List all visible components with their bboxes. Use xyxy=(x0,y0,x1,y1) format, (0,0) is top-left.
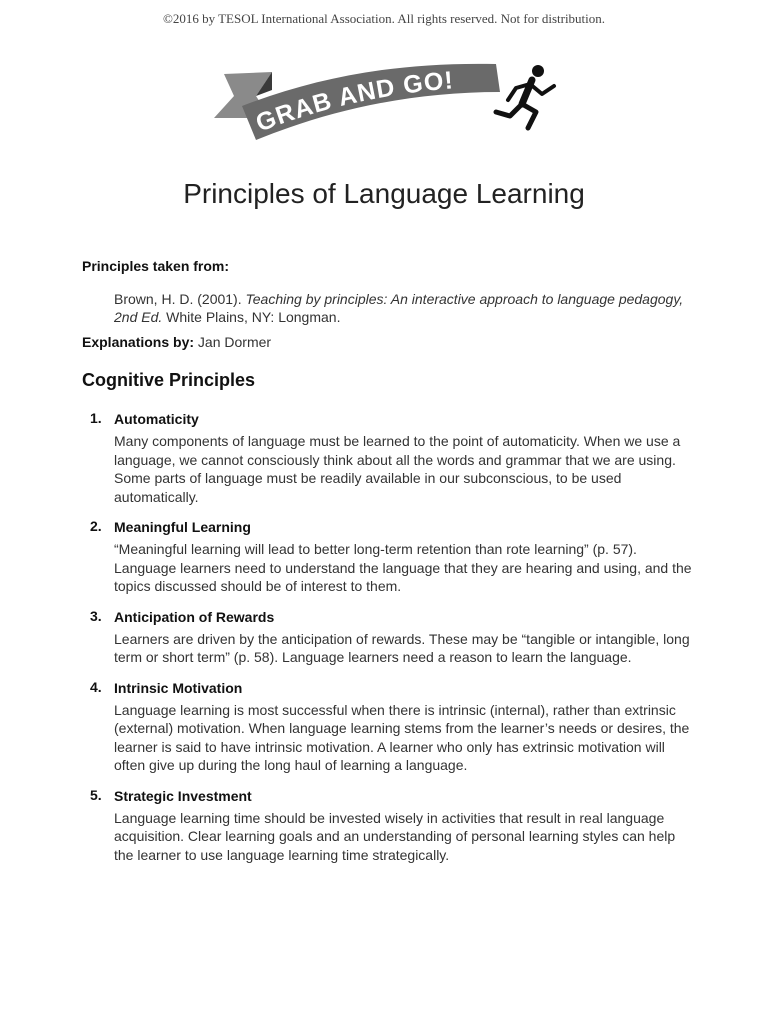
principle-title: Anticipation of Rewards xyxy=(114,608,275,625)
page-title: Principles of Language Learning xyxy=(183,178,585,209)
logo-text: GRAB AND GO! xyxy=(252,66,455,138)
principle-item xyxy=(82,518,692,596)
principle-title: Intrinsic Motivation xyxy=(114,679,243,696)
principle-item xyxy=(82,679,692,775)
principle-number: 4. xyxy=(90,678,102,695)
principle-number: 1. xyxy=(90,410,102,426)
copyright-notice: ©2016 by TESOL International Association. All rights reserved. Not for distribution. xyxy=(162,11,606,26)
citation-publisher: White Plains, NY: Longman. xyxy=(162,309,341,325)
principle-title: Automaticity xyxy=(114,411,199,427)
principle-number: 5. xyxy=(90,786,102,803)
explanations-line xyxy=(82,334,692,350)
principle-item xyxy=(82,410,692,506)
principle-item xyxy=(82,787,692,865)
grab-and-go-logo xyxy=(210,56,560,148)
citation-author: Brown, H. D. (2001). xyxy=(114,291,246,307)
principle-number: 3. xyxy=(90,607,102,624)
source-block xyxy=(82,258,692,350)
explanations-author: Jan Dormer xyxy=(194,334,272,350)
principle-body: Learners are driven by the anticipation of rewards. These may be “tangible or intangible, long term or short term” (p. 58). Language learners need a reason to learn the language. xyxy=(114,630,690,665)
principles-list xyxy=(82,410,692,876)
section-heading: Cognitive Principles xyxy=(82,370,256,390)
principle-body: Language learning time should be invested wisely in activities that result in real language acquisition. Clear learning goals and an understanding of personal learning styles can help the learner to use language learning time strategically. xyxy=(114,809,676,863)
principle-body: Many components of language must be learned to the point of automaticity. When we use a language, we cannot consciously think about all the words and grammar that we are using. Some parts of language must be readily available in our subconscious, to be used automatically. xyxy=(114,433,681,505)
principle-body: Language learning is most successful when there is intrinsic (internal), rather than extrinsic (external) motivation. When language learning stems from the learner’s needs or desires, the learner is said to have intrinsic motivation. A learner who only has extrinsic motivation will often give up during the long haul of learning a language. xyxy=(114,701,690,773)
explanations-label: Explanations by: xyxy=(82,334,195,350)
principle-title: Strategic Investment xyxy=(114,787,252,804)
principle-title: Meaningful Learning xyxy=(114,519,251,535)
principle-number: 2. xyxy=(90,518,102,534)
principle-body: “Meaningful learning will lead to better long-term retention than rote learning” (p. 57). Language learners need to understand the language that they are hearing and using, and the topics discussed should be of interest to them. xyxy=(114,541,692,594)
citation-title: Teaching by principles: An interactive approach to language pedagogy, 2nd Ed. xyxy=(114,291,684,325)
principle-item xyxy=(82,608,692,667)
citation xyxy=(114,290,692,326)
source-label: Principles taken from: xyxy=(82,258,230,274)
running-person-icon xyxy=(496,65,554,128)
